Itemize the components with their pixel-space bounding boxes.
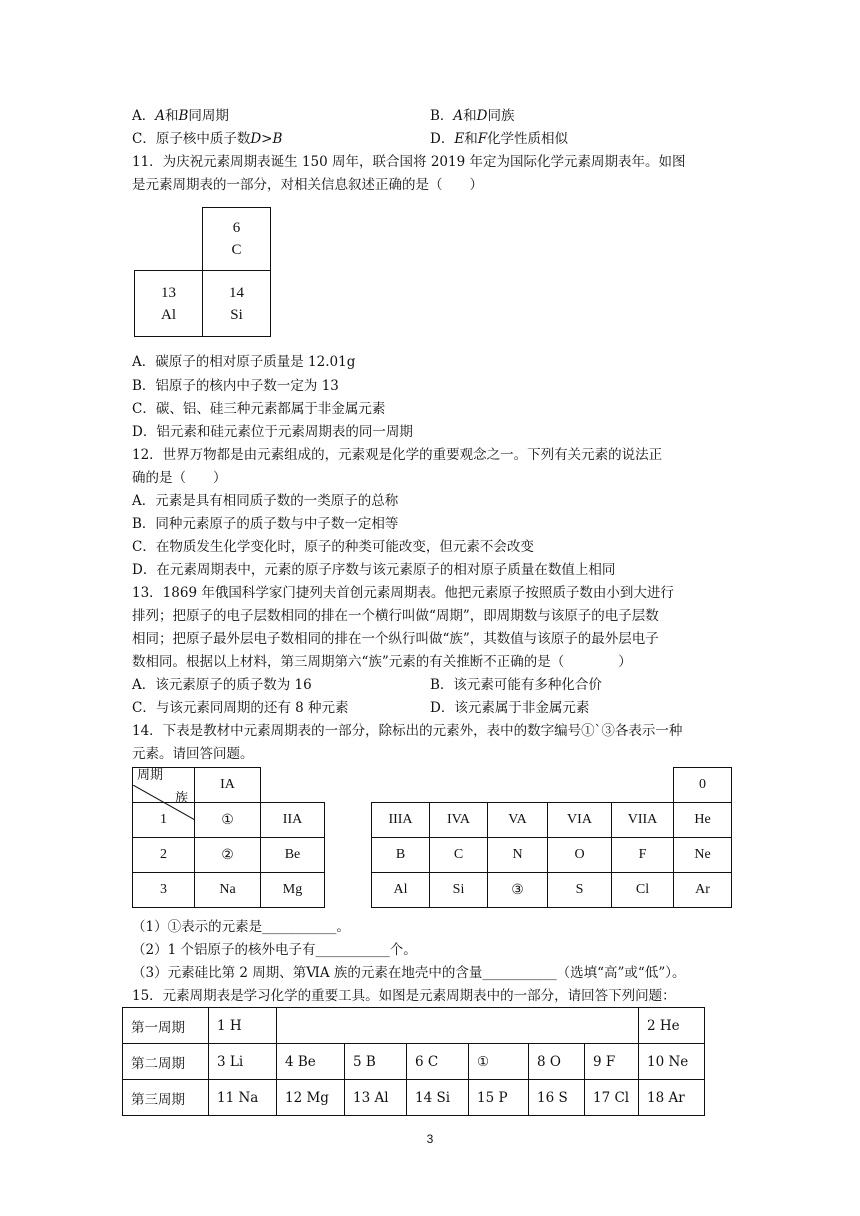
period-3: 3 xyxy=(133,873,195,908)
q14-question-3: （3）元素硅比第 2 周期、第ⅥA 族的元素在地壳中的含量___________（选填“高”或“低”）。 xyxy=(132,965,686,981)
cell-3-r6: Ar xyxy=(674,873,732,908)
period-row-3-label: 第三周期 xyxy=(123,1080,209,1116)
q15-cell-2-8: 10 Ne xyxy=(639,1044,705,1080)
q12-stem-line2: 确的是（ ） xyxy=(132,470,227,486)
cell-2-r3: N xyxy=(488,838,548,873)
q13-option-a: A．该元素原子的质子数为 16 xyxy=(132,677,312,693)
q10-option-c: C．原子核中质子数D>B xyxy=(132,131,283,147)
q15-cell-2-5: ① xyxy=(469,1044,529,1080)
q15-periodic-table xyxy=(122,1007,705,1116)
q15-cell-3-5: 15 P xyxy=(469,1080,529,1116)
cell-1-r3: VA xyxy=(488,803,548,838)
q15-cell-3-3: 13 Al xyxy=(345,1080,407,1116)
q13-stem-line1: 13．1869 年俄国科学家门捷列夫首创元素周期表。他把元素原子按照质子数由小到大进行 xyxy=(132,585,674,601)
q15-cell-2-3: 5 B xyxy=(345,1044,407,1080)
cell-3-r5: Cl xyxy=(612,873,674,908)
cell-1-1: ① xyxy=(195,803,261,838)
q15-stem: 15．元素周期表是学习化学的重要工具。如图是元素周期表中的一部分，请回答下列问题： xyxy=(132,988,676,1004)
cell-2-r1: B xyxy=(372,838,430,873)
q15-cell-1-1: 1 H xyxy=(209,1008,277,1044)
q13-option-d: D．该元素属于非金属元素 xyxy=(430,700,590,716)
cell-1-r2: IVA xyxy=(430,803,488,838)
cell-2-r2: C xyxy=(430,838,488,873)
cell-2-r6: Ne xyxy=(674,838,732,873)
q13-stem-line4: 数相同。根据以上材料，第三周期第六“族”元素的有关推断不正确的是（ ） xyxy=(132,654,632,670)
q12-option-c: C．在物质发生化学变化时，原子的种类可能改变，但元素不会改变 xyxy=(132,539,534,555)
q14-question-2: （2）1 个铝原子的核外电子有___________个。 xyxy=(132,942,417,958)
q11-cell-silicon: 14 Si xyxy=(202,270,271,337)
period-row-2-label: 第二周期 xyxy=(123,1044,209,1080)
cell-1-r4: VIA xyxy=(548,803,612,838)
q10-option-b: B．A和D同族 xyxy=(430,108,515,124)
table-header-diagonal xyxy=(133,768,195,803)
cell-1-r1: IIIA xyxy=(372,803,430,838)
q10-option-a: A．A和B同周期 xyxy=(132,108,229,124)
q12-option-a: A．元素是具有相同质子数的一类原子的总称 xyxy=(132,493,399,509)
period-2: 2 xyxy=(133,838,195,873)
q15-cell-3-1: 11 Na xyxy=(209,1080,277,1116)
q11-stem-line1: 11．为庆祝元素周期表诞生 150 周年，联合国将 2019 年定为国际化学元素周期表年。如图 xyxy=(132,154,686,170)
q14-stem-line2: 元素。请回答问题。 xyxy=(132,746,254,762)
header-zero: 0 xyxy=(674,768,732,803)
q15-cell-1-8: 2 He xyxy=(639,1008,705,1044)
cell-3-r1: Al xyxy=(372,873,430,908)
q11-option-d: D．铝元素和硅元素位于元素周期表的同一周期 xyxy=(132,424,413,440)
q15-cell-3-4: 14 Si xyxy=(407,1080,469,1116)
cell-2-2: Be xyxy=(261,838,325,873)
cell-1-2: IIA xyxy=(261,803,325,838)
q11-cell-aluminum: 13 Al xyxy=(134,270,203,337)
q14-question-1: （1）①表示的元素是___________。 xyxy=(132,919,350,935)
q11-cell-carbon: 6 C xyxy=(202,207,271,271)
q12-option-b: B．同种元素原子的质子数与中子数一定相等 xyxy=(132,516,399,532)
q13-stem-line3: 相同；把原子最外层电子数相同的排在一个纵行叫做“族”，其数值与该原子的最外层电子 xyxy=(132,631,659,647)
q15-cell-2-1: 3 Li xyxy=(209,1044,277,1080)
cell-3-1: Na xyxy=(195,873,261,908)
q15-cell-2-7: 9 F xyxy=(585,1044,639,1080)
cell-3-2: Mg xyxy=(261,873,325,908)
cell-3-r3: ③ xyxy=(488,873,548,908)
q11-option-b: B．铝原子的核内中子数一定为 13 xyxy=(132,378,339,394)
q15-cell-2-6: 8 O xyxy=(529,1044,585,1080)
period-row-1-label: 第一周期 xyxy=(123,1008,209,1044)
q15-cell-3-7: 17 Cl xyxy=(585,1080,639,1116)
cell-2-1: ② xyxy=(195,838,261,873)
q11-option-c: C．碳、铝、硅三种元素都属于非金属元素 xyxy=(132,401,386,417)
q12-option-d: D．在元素周期表中，元素的原子序数与该元素原子的相对原子质量在数值上相同 xyxy=(132,562,616,578)
cell-2-r4: O xyxy=(548,838,612,873)
q15-cell-3-6: 16 S xyxy=(529,1080,585,1116)
period-label: 周期 xyxy=(137,767,164,782)
q15-cell-3-8: 18 Ar xyxy=(639,1080,705,1116)
q14-stem-line1: 14．下表是教材中元素周期表的一部分，除标出的元素外，表中的数字编号①`③各表示一种 xyxy=(132,723,683,739)
q12-stem-line1: 12．世界万物都是由元素组成的，元素观是化学的重要观念之一。下列有关元素的说法正 xyxy=(132,447,663,463)
q15-cell-2-2: 4 Be xyxy=(277,1044,345,1080)
q11-stem-line2: 是元素周期表的一部分，对相关信息叙述正确的是（ ） xyxy=(132,177,483,193)
cell-3-r4: S xyxy=(548,873,612,908)
q13-option-b: B．该元素可能有多种化合价 xyxy=(430,677,602,693)
q10-option-d: D．E和F化学性质相似 xyxy=(430,131,569,147)
q15-cell-2-4: 6 C xyxy=(407,1044,469,1080)
q13-option-c: C．与该元素同周期的还有 8 种元素 xyxy=(132,700,349,716)
header-ia: IA xyxy=(195,768,261,803)
q14-periodic-table xyxy=(132,767,732,908)
group-label: 族 xyxy=(174,790,188,805)
q11-option-a: A．碳原子的相对原子质量是 12.01g xyxy=(132,354,356,370)
q13-stem-line2: 排列；把原子的电子层数相同的排在一个横行叫做“周期”，即周期数与该原子的电子层数 xyxy=(132,608,659,624)
period-1: 1 xyxy=(133,803,195,838)
cell-1-r5: VIIA xyxy=(612,803,674,838)
cell-3-r2: Si xyxy=(430,873,488,908)
cell-1-r6: He xyxy=(674,803,732,838)
page-number: 3 xyxy=(426,1132,434,1146)
q15-cell-3-2: 12 Mg xyxy=(277,1080,345,1116)
cell-2-r5: F xyxy=(612,838,674,873)
